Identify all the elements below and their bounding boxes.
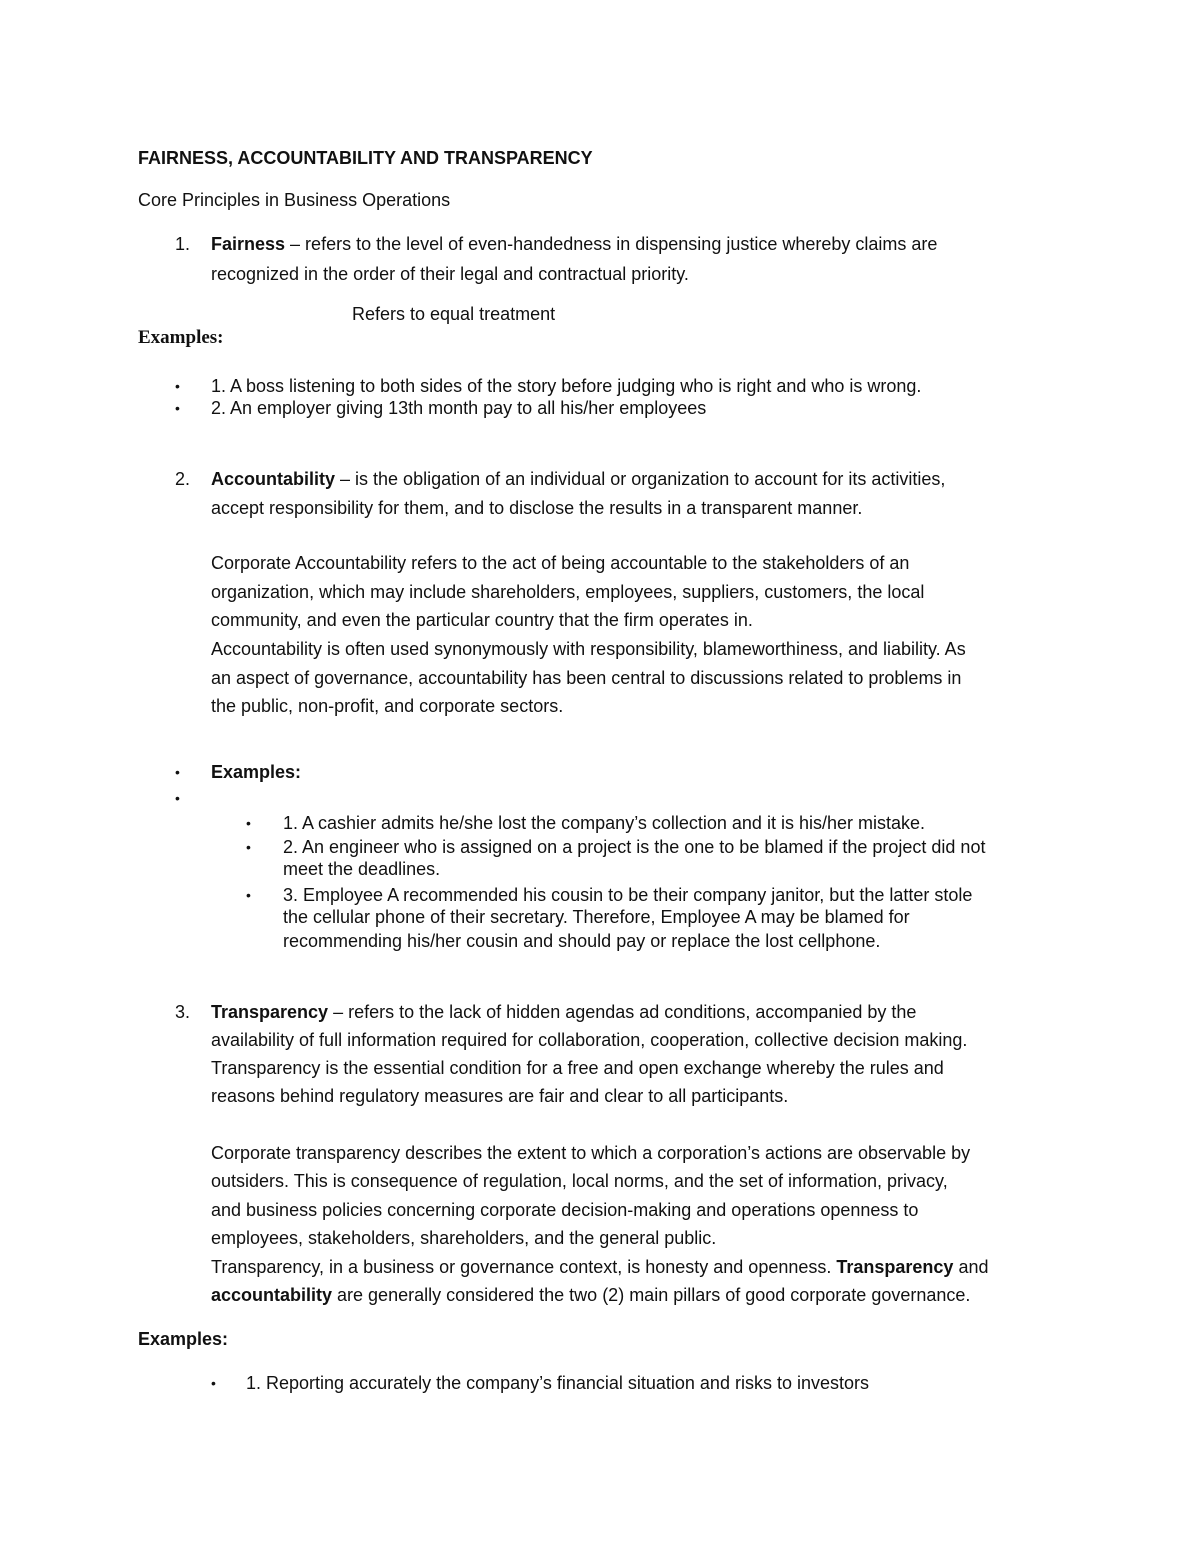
section-2-def-line1: – is the obligation of an individual or organization to account for its activities, <box>335 469 946 489</box>
bullet-icon: • <box>175 764 180 780</box>
section-3-para-2-text-a: Transparency, in a business or governance context, is honesty and openness. <box>211 1257 837 1277</box>
section-3-term: Transparency <box>211 1002 329 1022</box>
section-3-para-line: and business policies concerning corporate decision-making and operations openness to <box>211 1200 919 1220</box>
section-1-note: Refers to equal treatment <box>352 304 556 324</box>
section-3-def-line: Transparency is the essential condition for a free and open exchange whereby the rules and <box>211 1058 944 1078</box>
section-2-para-line: an aspect of governance, accountability has been central to discussions related to problems in <box>211 668 962 688</box>
section-2-examples-label: Examples: <box>211 762 302 782</box>
section-1-def-line2: recognized in the order of their legal and contractual priority. <box>211 264 689 284</box>
section-2-example-3-line: 3. Employee A recommended his cousin to be their company janitor, but the latter stole <box>283 885 973 905</box>
section-2-example-3-line: the cellular phone of their secretary. Therefore, Employee A may be blamed for <box>283 907 910 927</box>
document-title: FAIRNESS, ACCOUNTABILITY AND TRANSPARENCY <box>138 148 593 168</box>
section-2-term: Accountability <box>211 469 336 489</box>
bullet-icon: • <box>246 815 251 831</box>
document-subtitle: Core Principles in Business Operations <box>138 190 451 210</box>
section-2-para-line: Corporate Accountability refers to the act of being accountable to the stakeholders of an <box>211 553 910 573</box>
section-3-para-2-line1 <box>211 1255 988 1279</box>
section-1-def-line1: – refers to the level of even-handedness in dispensing justice whereby claims are <box>285 234 938 254</box>
section-3-definition <box>211 1000 916 1024</box>
section-2-example-1: 1. A cashier admits he/she lost the company’s collection and it is his/her mistake. <box>283 813 925 833</box>
section-2-para-line: organization, which may include shareholders, employees, suppliers, customers, the local <box>211 582 925 602</box>
section-3-para-2-text-c: and <box>953 1257 989 1277</box>
section-3-para-2-text-d: are generally considered the two (2) main pillars of good corporate governance. <box>332 1285 971 1305</box>
section-3-def-line: availability of full information required for collaboration, cooperation, collective decision making. <box>211 1030 968 1050</box>
bullet-icon: • <box>175 790 180 806</box>
section-3-para-line: outsiders. This is consequence of regulation, local norms, and the set of information, privacy, <box>211 1171 948 1191</box>
section-2-example-3-line: recommending his/her cousin and should pay or replace the lost cellphone. <box>283 931 881 951</box>
section-1-example-1: 1. A boss listening to both sides of the story before judging who is right and who is wrong. <box>211 376 922 396</box>
section-2-number: 2. <box>175 469 191 489</box>
bullet-icon: • <box>246 887 251 903</box>
section-3-example-1: 1. Reporting accurately the company’s financial situation and risks to investors <box>246 1373 869 1393</box>
section-1-example-2: 2. An employer giving 13th month pay to all his/her employees <box>211 398 707 418</box>
section-2-def-line2: accept responsibility for them, and to disclose the results in a transparent manner. <box>211 498 863 518</box>
section-2-para-line: the public, non-profit, and corporate sectors. <box>211 696 564 716</box>
section-3-para-line: Corporate transparency describes the extent to which a corporation’s actions are observable by <box>211 1143 971 1163</box>
section-1-term: Fairness <box>211 234 286 254</box>
section-3-def-line1: – refers to the lack of hidden agendas ad conditions, accompanied by the <box>328 1002 917 1022</box>
section-1-number: 1. <box>175 234 191 254</box>
section-3-examples-label: Examples: <box>138 1329 229 1349</box>
section-3-number: 3. <box>175 1002 191 1022</box>
bullet-icon: • <box>175 378 180 394</box>
section-2-example-2-line: meet the deadlines. <box>283 859 441 879</box>
bullet-icon: • <box>211 1375 216 1391</box>
section-2-example-2-line: 2. An engineer who is assigned on a project is the one to be blamed if the project did not <box>283 837 986 857</box>
bullet-icon: • <box>175 400 180 416</box>
section-3-para-2-bold-accountability: accountability <box>211 1285 333 1305</box>
section-2-definition <box>211 467 945 491</box>
section-3-para-line: employees, stakeholders, shareholders, and the general public. <box>211 1228 717 1248</box>
section-3-para-2-bold-transparency: Transparency <box>836 1257 954 1277</box>
section-1-definition <box>211 232 937 256</box>
section-2-para-line: community, and even the particular country that the firm operates in. <box>211 610 753 630</box>
section-3-def-line: reasons behind regulatory measures are fair and clear to all participants. <box>211 1086 789 1106</box>
section-1-examples-label: Examples: <box>138 327 224 348</box>
section-3-para-2-line2 <box>211 1283 970 1307</box>
section-2-para-line: Accountability is often used synonymously with responsibility, blameworthiness, and liability. As <box>211 639 966 659</box>
bullet-icon: • <box>246 839 251 855</box>
